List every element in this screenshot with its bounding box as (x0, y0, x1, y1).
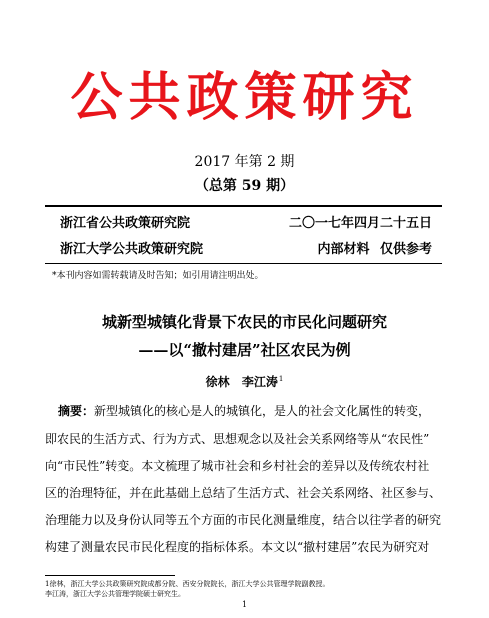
footnote-rule (45, 575, 175, 576)
abstract-label: 摘要： (58, 404, 95, 418)
abstract-line: 构建了测量农民市民化程度的指标体系。本文以“撤村建居”农民为研究对 (45, 540, 430, 554)
footnote: 1徐林，浙江大学公共政策研究院成都分院、西安分院院长，浙江大学公共管理学院副教授。 (45, 580, 330, 588)
reprint-notice: *本刊内容如需转载请及时告知；如引用请注明出处。 (52, 271, 264, 281)
abstract-line: 向“市民性”转变。本文梳理了城市社会和乡村社会的差异以及传统农村社 (45, 459, 430, 473)
abstract-line: 区的治理特征，并在此基础上总结了生活方式、社会关系网络、社区参与、 (45, 486, 442, 500)
org-zhejiang-university: 浙江大学公共政策研究院 (60, 242, 204, 257)
abstract-line: 摘要：新型城镇化的核心是人的城镇化，是人的社会文化属性的转变， (58, 404, 431, 418)
article-authors (0, 371, 489, 390)
masthead-title: 公共政策研究 (70, 67, 419, 128)
org-zhejiang-province: 浙江省公共政策研究院 (60, 216, 191, 231)
author-footnote-mark: 1 (278, 375, 284, 383)
total-issue-number: （总第 59 期） (194, 178, 295, 194)
abstract-line: 治理能力以及身份认同等五个方面的市民化测量维度，结合以往学者的研究 (45, 513, 442, 527)
abstract-line: 即农民的生活方式、行为方式、思想观念以及社会关系网络等从“农民性” (45, 432, 430, 446)
issue-number: 2017 年第 2 期 (194, 154, 295, 170)
header-bottom-rule (45, 263, 442, 264)
footnote: 李江涛，浙江大学公共管理学院硕士研究生。 (45, 590, 185, 598)
internal-notice: 内部材料 仅供参考 (317, 242, 432, 257)
article-title: 城新型城镇化背景下农民的市民化问题研究 (101, 313, 387, 331)
author-names: 徐林 李江涛 (205, 375, 278, 389)
header-top-rule (45, 205, 442, 207)
article-subtitle: ——以“撤村建居”社区农民为例 (138, 341, 351, 359)
page-number: 1 (241, 600, 248, 609)
publication-date: 二〇一七年四月二十五日 (288, 216, 432, 231)
